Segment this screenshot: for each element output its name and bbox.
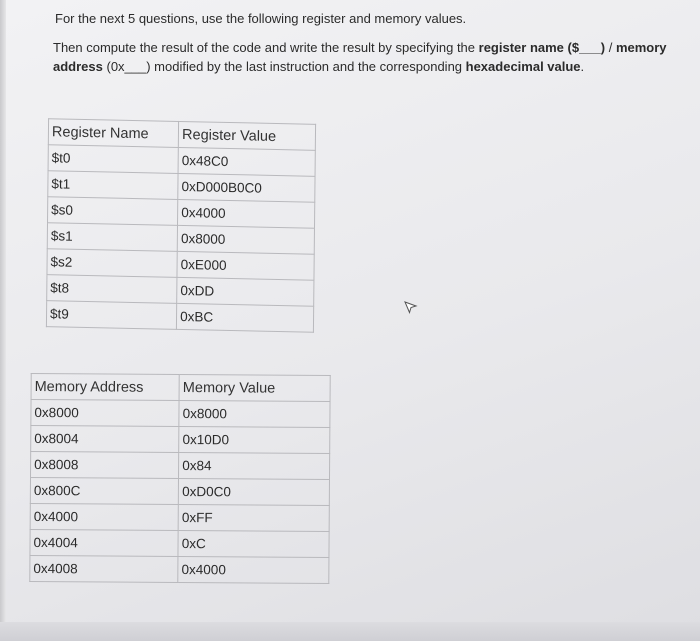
table-row [30, 503, 329, 531]
instruction-slash: / [605, 40, 616, 55]
memory-value-header: Memory Value [179, 374, 330, 401]
register-name-cell: $t0 [48, 145, 178, 174]
register-value-header: Register Value [178, 121, 315, 150]
register-table [46, 118, 316, 333]
memory-value-cell: 0x10D0 [179, 426, 330, 453]
register-name-cell: $t9 [46, 301, 176, 330]
table-row [31, 399, 330, 427]
memory-address-cell: 0x800C [30, 477, 178, 504]
register-name-term: register name ($___) [478, 40, 606, 55]
register-value-cell: 0xBC [177, 303, 314, 332]
memory-address-cell: 0x8008 [31, 451, 179, 478]
register-value-cell: 0xDD [177, 277, 314, 306]
memory-value-cell: 0x8000 [179, 400, 330, 427]
memory-value-cell: 0xD0C0 [179, 478, 330, 505]
table-row [31, 425, 330, 453]
memory-table [29, 373, 330, 584]
register-name-cell: $s1 [47, 223, 177, 252]
memory-address-cell: 0x4008 [30, 555, 178, 582]
register-value-cell: 0x8000 [177, 225, 314, 254]
hex-value-term: hexadecimal value [465, 59, 581, 74]
table-row [31, 451, 330, 479]
memory-address-header: Memory Address [31, 373, 179, 400]
memory-value-cell: 0xFF [178, 504, 329, 531]
memory-address-term: memory address [53, 40, 667, 74]
table-row [46, 301, 313, 333]
register-value-cell: 0xD000B0C0 [178, 173, 315, 202]
table-row [30, 555, 329, 583]
register-name-cell: $s0 [48, 197, 178, 226]
register-name-cell: $s2 [47, 249, 177, 278]
memory-value-cell: 0x4000 [178, 556, 329, 583]
instruction-prefix: Then compute the result of the code and write the result by specifying the [53, 40, 479, 55]
instruction-middle: (0x___) modified by the last instruction and the corresponding [102, 59, 466, 74]
memory-value-cell: 0x84 [179, 452, 330, 479]
register-name-cell: $t8 [47, 275, 177, 304]
memory-address-cell: 0x4004 [30, 529, 178, 556]
register-value-cell: 0xE000 [177, 251, 314, 280]
mouse-cursor-icon [404, 300, 418, 314]
register-name-header: Register Name [48, 119, 178, 148]
table-row [30, 529, 329, 557]
table-row [30, 477, 329, 505]
memory-value-cell: 0xC [178, 530, 329, 557]
memory-address-cell: 0x8000 [31, 399, 179, 426]
question-intro: For the next 5 questions, use the following register and memory values. [55, 11, 467, 26]
question-instruction [53, 38, 688, 76]
memory-table-header-row [31, 373, 330, 401]
memory-address-cell: 0x8004 [31, 425, 179, 452]
register-value-cell: 0x48C0 [178, 147, 315, 176]
register-value-cell: 0x4000 [178, 199, 315, 228]
register-name-cell: $t1 [48, 171, 178, 200]
memory-address-cell: 0x4000 [30, 503, 178, 530]
page-bottom-edge [0, 622, 700, 641]
page-left-edge [0, 0, 6, 641]
instruction-period: . [580, 59, 585, 74]
